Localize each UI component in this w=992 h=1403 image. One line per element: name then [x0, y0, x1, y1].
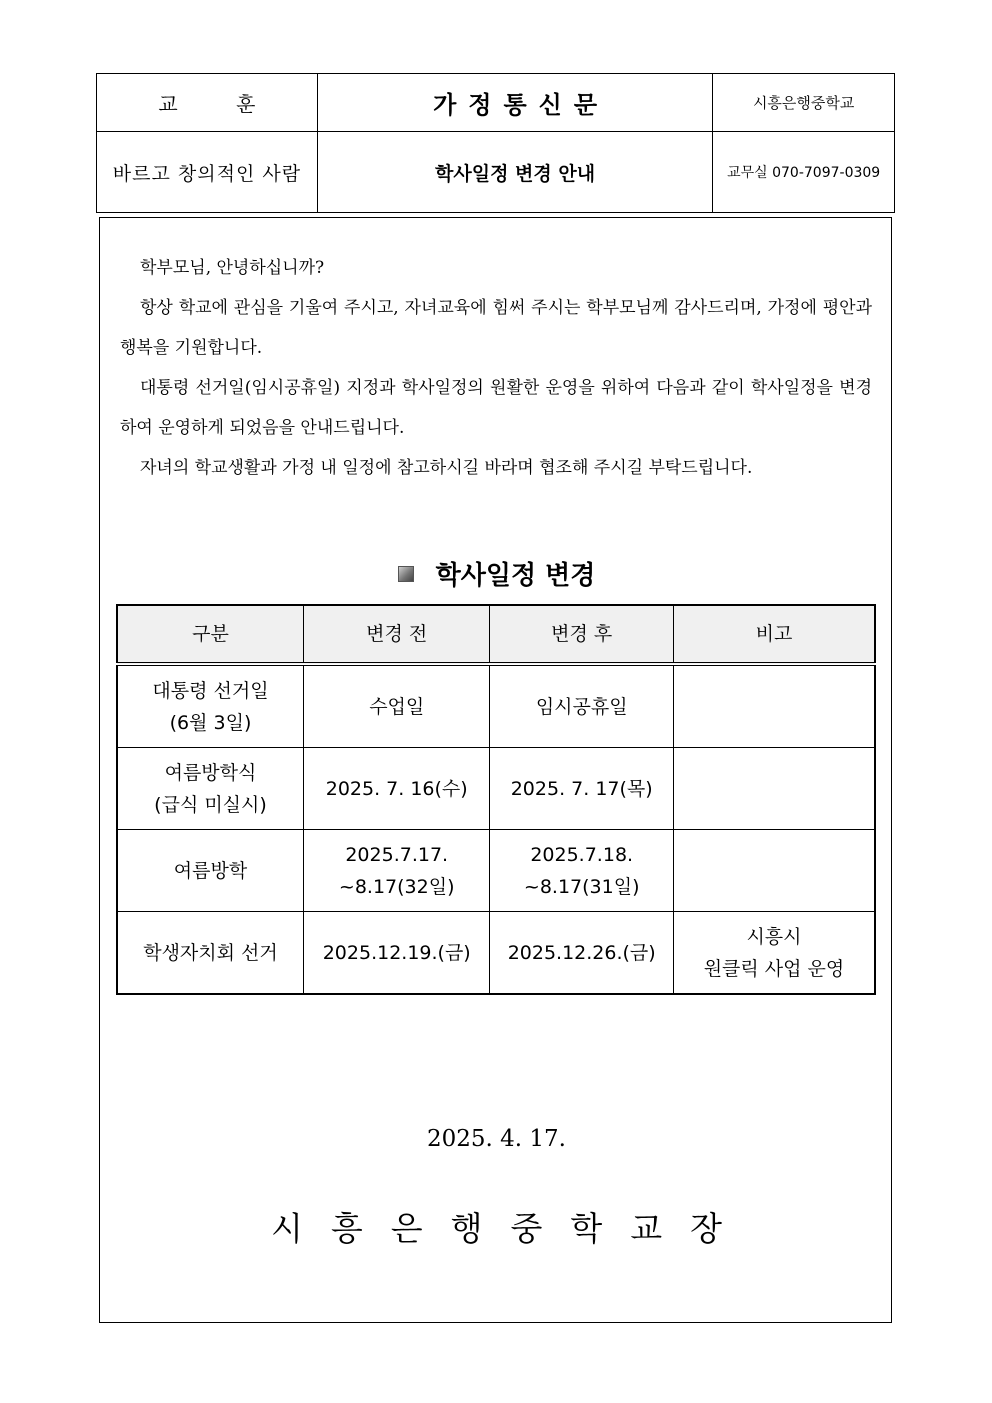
- cell-after: 2025.12.26.(금): [490, 912, 673, 995]
- paragraph-notice: 대통령 선거일(임시공휴일) 지정과 학사일정의 원활한 운영을 위하여 다음과 같이 학사일정을 변경하여 운영하게 되었음을 안내드립니다.: [120, 378, 872, 438]
- table-row: [117, 664, 875, 748]
- subtitle-cell: [317, 132, 712, 213]
- cell-after: 2025. 7. 17(목): [490, 748, 673, 830]
- section-title-text: 학사일정 변경: [435, 561, 596, 591]
- cell-after: 2025.7.18. ~8.17(31일): [490, 830, 673, 912]
- phone-cell: [713, 132, 895, 213]
- newsletter-header: [96, 73, 895, 213]
- section-title: [100, 555, 893, 592]
- school-name-cell: [713, 74, 895, 132]
- cell-note: [673, 830, 875, 912]
- paragraph-request: 자녀의 학교생활과 가정 내 일정에 참고하시길 바라며 협조해 주시길 부탁드립니다.: [140, 458, 753, 478]
- cell-before: 2025.12.19.(금): [303, 912, 489, 995]
- doc-subtitle: 학사일정 변경 안내: [435, 162, 596, 185]
- cell-note: [673, 748, 875, 830]
- letter-body: [120, 248, 872, 488]
- cell-before: 2025.7.17. ~8.17(32일): [303, 830, 489, 912]
- table-row: [117, 748, 875, 830]
- header-note: 비고: [673, 605, 875, 664]
- doc-title-cell: [317, 74, 712, 132]
- schedule-header-row: [117, 605, 875, 664]
- content-frame: [99, 217, 892, 1323]
- doc-title: 가정통신문: [433, 91, 610, 119]
- cell-note: [673, 664, 875, 748]
- cell-category: 대통령 선거일 (6월 3일): [117, 664, 303, 748]
- schedule-table: [116, 604, 876, 995]
- cell-note: 시흥시 원클릭 사업 운영: [673, 912, 875, 995]
- principal-signature: 시흥은행중학교장: [270, 1209, 751, 1248]
- motto-cell: [97, 132, 318, 213]
- cell-category: 학생자치회 선거: [117, 912, 303, 995]
- paragraph-thanks: 항상 학교에 관심을 기울여 주시고, 자녀교육에 힘써 주시는 학부모님께 감사드리며, 가정에 평안과 행복을 기원합니다.: [120, 298, 872, 358]
- cell-before: 수업일: [303, 664, 489, 748]
- issue-date: 2025. 4. 17.: [427, 1126, 566, 1152]
- cell-after: 임시공휴일: [490, 664, 673, 748]
- motto-label-cell: [97, 74, 318, 132]
- office-phone: 교무실 070-7097-0309: [727, 165, 881, 181]
- table-row: [117, 912, 875, 995]
- school-name: 시흥은행중학교: [752, 94, 855, 112]
- greeting: 학부모님, 안녕하십니까?: [140, 258, 325, 278]
- motto-label: 교 훈: [158, 92, 282, 116]
- motto-text: 바르고 창의적인 사람: [112, 162, 302, 185]
- cell-before: 2025. 7. 16(수): [303, 748, 489, 830]
- cell-category: 여름방학식 (급식 미실시): [117, 748, 303, 830]
- square-bullet-icon: [398, 566, 414, 582]
- header-category: 구분: [117, 605, 303, 664]
- header-before: 변경 전: [303, 605, 489, 664]
- table-row: [117, 830, 875, 912]
- header-after: 변경 후: [490, 605, 673, 664]
- cell-category: 여름방학: [117, 830, 303, 912]
